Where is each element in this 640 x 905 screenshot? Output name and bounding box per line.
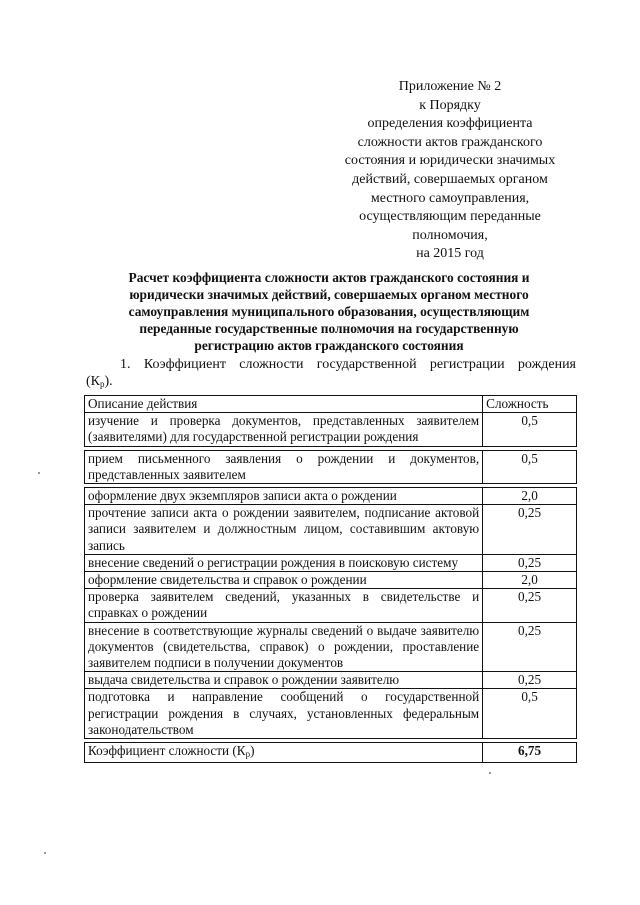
- total-label-subscript: р: [245, 749, 251, 760]
- scan-speck: [44, 852, 46, 854]
- symbol-prefix: (К: [86, 374, 100, 389]
- row-description: оформление свидетельства и справок о рождении: [85, 572, 483, 589]
- row-description: внесение сведений о регистрации рождения в поисковую систему: [85, 554, 483, 571]
- section-heading-symbol: [86, 373, 576, 393]
- symbol-suffix: ).: [104, 374, 113, 389]
- row-complexity: 0,5: [483, 689, 577, 739]
- appendix-line: определения коэффициента: [367, 116, 533, 132]
- title-line: самоуправления муниципального образования, осуществляющим: [128, 304, 530, 319]
- section-heading: [86, 356, 576, 393]
- title-line: Расчет коэффициента сложности актов гражданского состояния и: [128, 270, 530, 285]
- table-row: [85, 413, 577, 446]
- row-description: внесение в соответствующие журналы сведений о выдаче заявителю документов (свидетельства, справок) о рождении, проставление заявителем подписи в получении документов: [85, 622, 483, 672]
- row-description: оформление двух экземпляров записи акта о рождении: [85, 488, 483, 505]
- table-row: [85, 689, 577, 739]
- row-description: проверка заявителем сведений, указанных в свидетельстве и справках о рождении: [85, 589, 483, 622]
- total-label-prefix: Коэффициент сложности (К: [88, 743, 246, 759]
- table-row: [85, 572, 577, 589]
- complexity-table: [84, 395, 577, 763]
- row-complexity: 0,25: [483, 589, 577, 622]
- row-complexity: 0,25: [483, 554, 577, 571]
- table-row: [85, 589, 577, 622]
- appendix-header: [330, 78, 570, 264]
- total-label: [85, 743, 483, 763]
- row-description: изучение и проверка документов, представленных заявителем (заявителями) для государственной регистрации рождения: [85, 413, 483, 446]
- symbol-subscript: р: [100, 379, 105, 389]
- table-row: [85, 505, 577, 555]
- appendix-line: Приложение № 2: [398, 79, 502, 94]
- row-description: прочтение записи акта о рождении заявителем, подписание актовой записи заявителем и должностным лицом, составившим актовую запись: [85, 505, 483, 555]
- title-line: переданные государственные полномочия на государственную: [139, 321, 519, 336]
- table-row: [85, 672, 577, 689]
- row-complexity: 0,25: [483, 505, 577, 555]
- scan-speck: [38, 472, 40, 474]
- row-description: подготовка и направление сообщений о государственной регистрации рождения в случаях, установленных федеральным законодательством: [85, 689, 483, 739]
- table-row: [85, 488, 577, 505]
- total-value: 6,75: [483, 743, 577, 763]
- row-complexity: 0,25: [483, 672, 577, 689]
- total-label-suffix: ): [250, 743, 255, 759]
- title-line: регистрацию актов гражданского состояния: [194, 338, 464, 353]
- appendix-line: осуществляющим переданные: [359, 209, 541, 225]
- appendix-line: на 2015 год: [416, 246, 484, 262]
- appendix-line: состояния и юридически значимых: [344, 153, 556, 169]
- table-total-row: [85, 743, 577, 763]
- document-title: [86, 269, 572, 354]
- row-complexity: 0,5: [483, 450, 577, 483]
- title-line: юридически значимых действий, совершаемых органом местного: [129, 287, 529, 302]
- table-row: [85, 554, 577, 571]
- appendix-line: сложности актов гражданского: [357, 134, 543, 150]
- row-complexity: 0,5: [483, 413, 577, 446]
- header-complexity: Сложность: [483, 396, 577, 413]
- scan-speck: [489, 772, 491, 774]
- row-complexity: 0,25: [483, 622, 577, 672]
- table-row: [85, 450, 577, 483]
- table-header-row: [85, 396, 577, 413]
- row-complexity: 2,0: [483, 572, 577, 589]
- appendix-line: к Порядку: [419, 97, 481, 113]
- table-row: [85, 622, 577, 672]
- header-description: Описание действия: [85, 396, 483, 413]
- appendix-line: полномочия,: [412, 227, 488, 243]
- appendix-line: действий, совершаемых органом: [352, 171, 548, 187]
- row-complexity: 2,0: [483, 488, 577, 505]
- row-description: прием письменного заявления о рождении и документов, представленных заявителем: [85, 450, 483, 483]
- section-heading-line: 1. Коэффициент сложности государственной регистрации рождения: [120, 357, 576, 372]
- row-description: выдача свидетельства и справок о рождении заявителю: [85, 672, 483, 689]
- appendix-line: местного самоуправления,: [370, 190, 530, 206]
